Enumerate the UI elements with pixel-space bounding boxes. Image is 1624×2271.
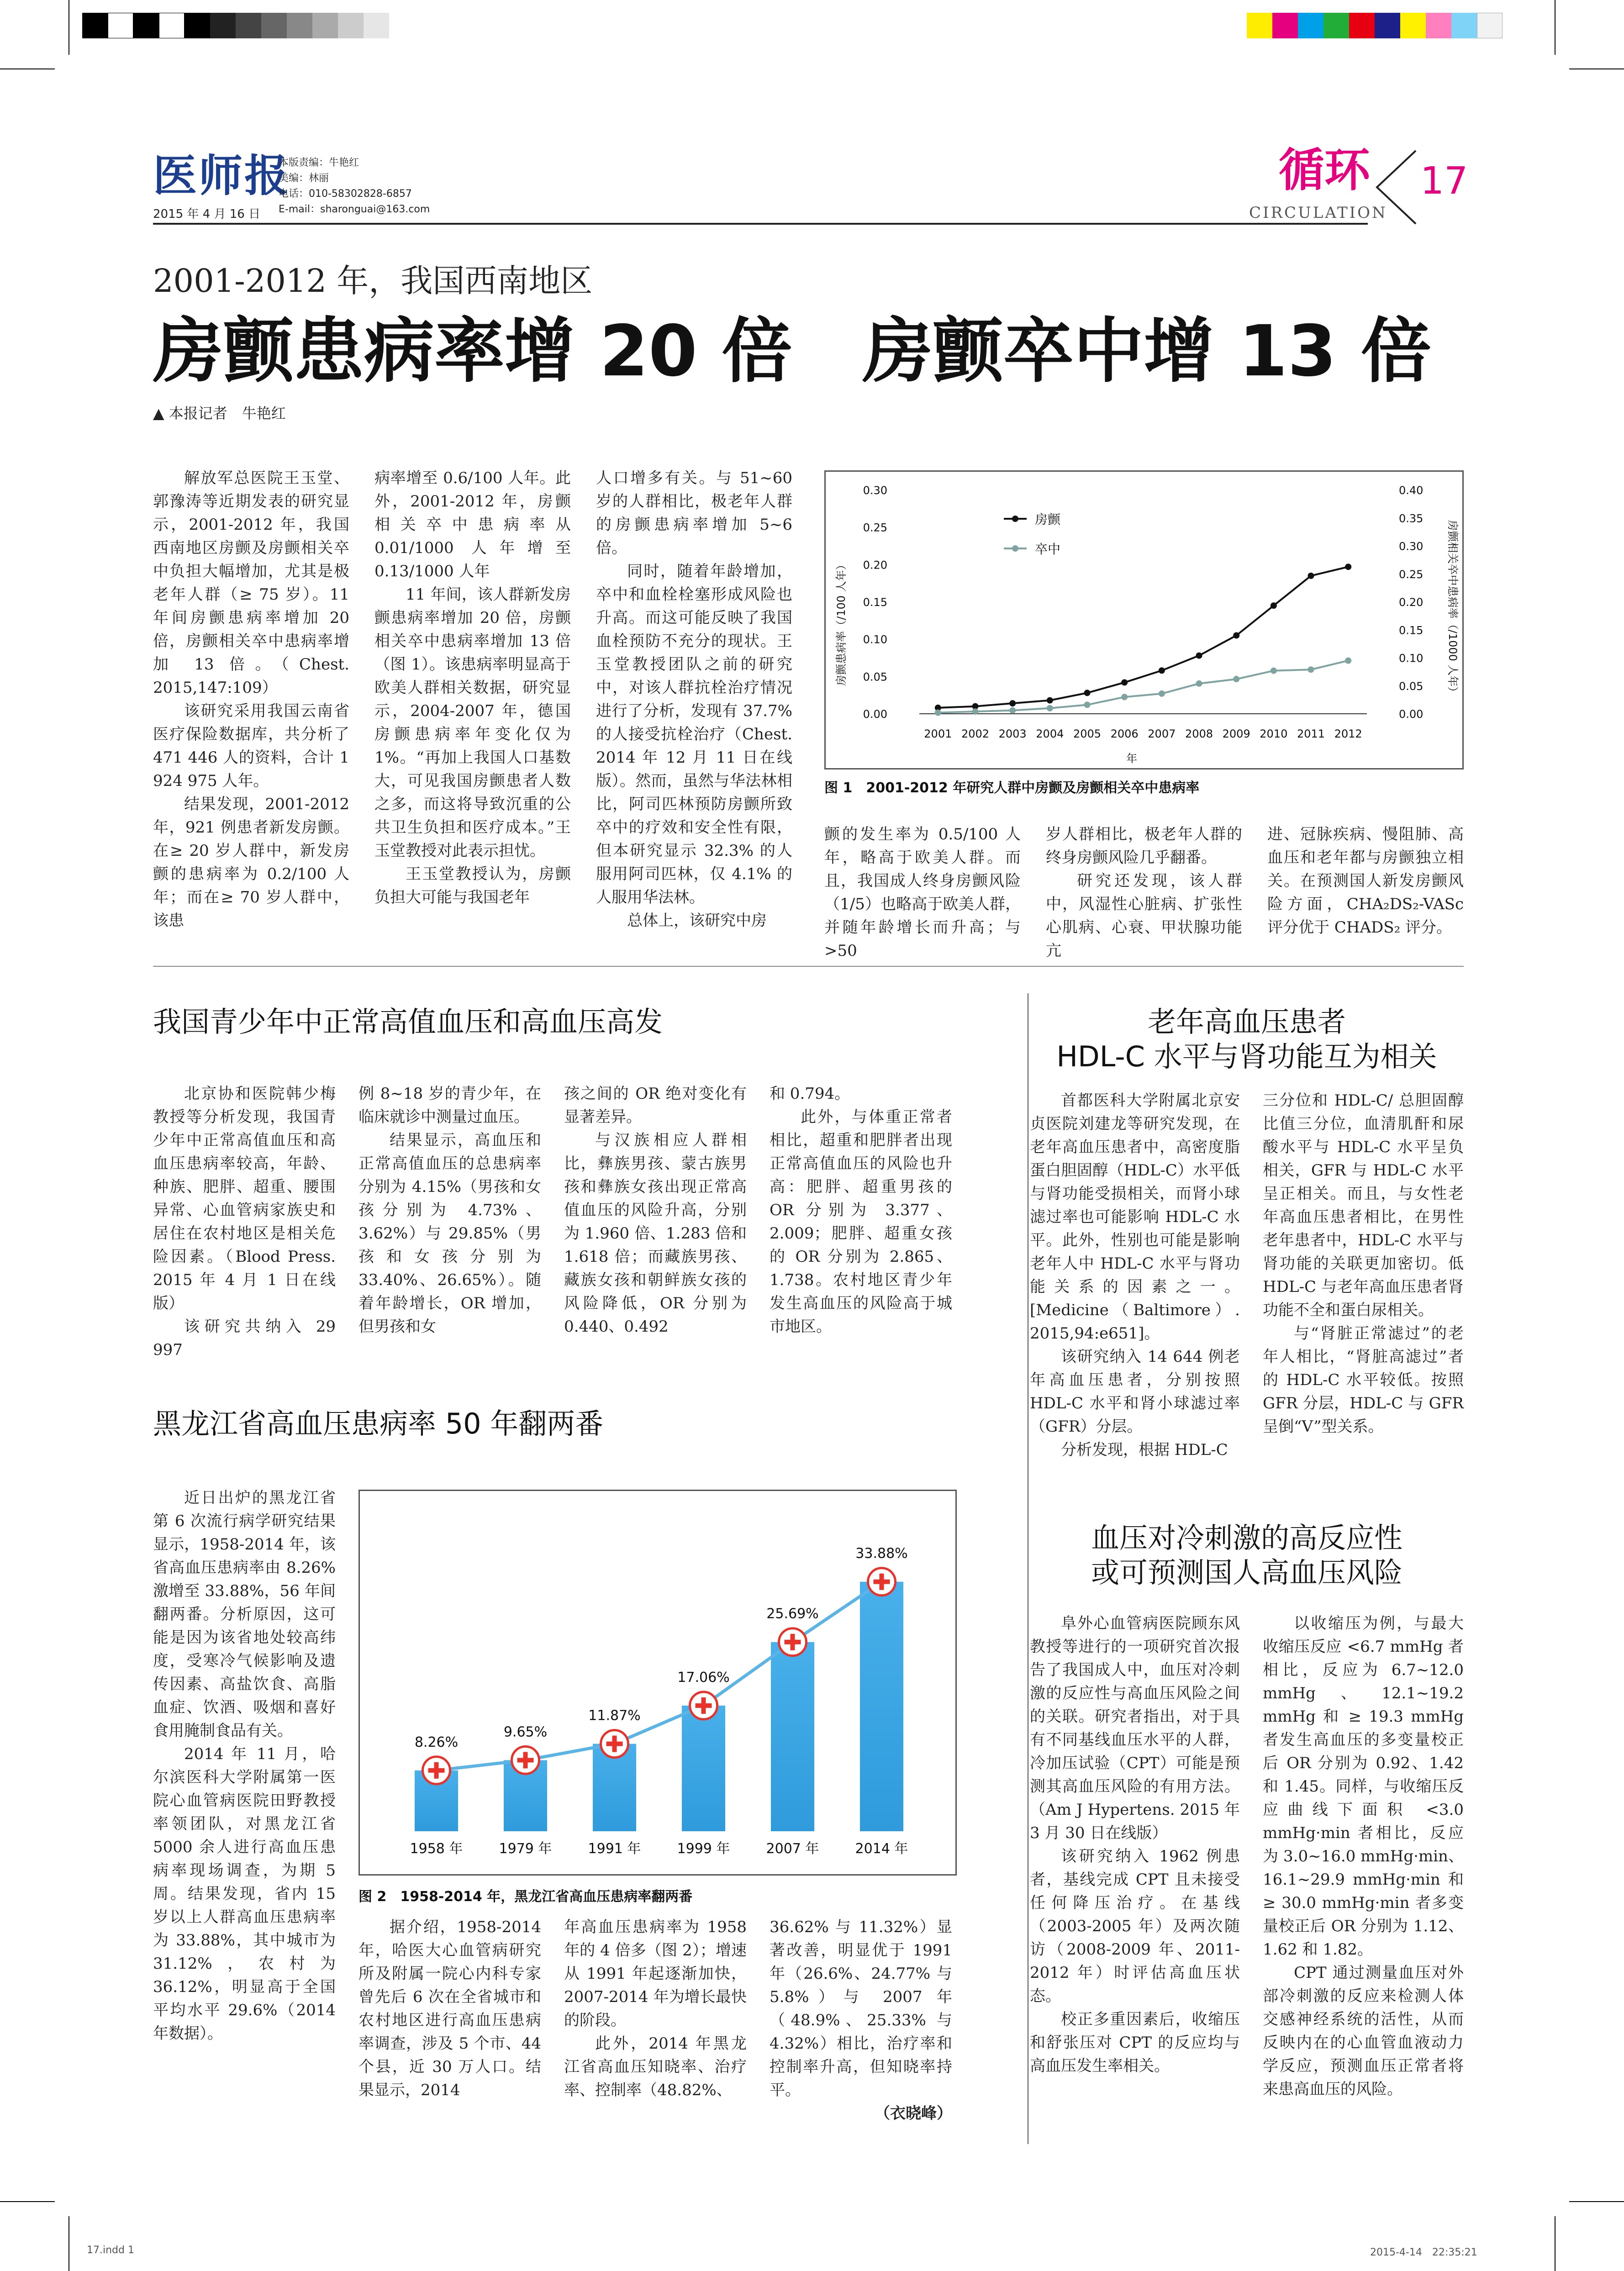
elderly-story-title bbox=[1030, 1005, 1464, 1074]
data-point bbox=[1271, 602, 1277, 609]
y-tick-left: 0.25 bbox=[863, 521, 887, 534]
paragraph: 同时，随着年龄增加，卒中和血栓栓塞形成风险也升高。而这可能反映了我国血栓预防不充分的现状。王玉堂教授团队之前的研究中，对该人群抗栓治疗情况进行了分析，发现有 37.7% 的人接受抗栓治疗（Chest. 2014 年 12 月 11 日在线版）。然而，虽然与华法林相比，阿司匹林预防房颤所致卒中的疗效和安全性有限，但本研究显示 32.3% 的人服用阿司匹林，仅 4.1% 的人服用华法林。 bbox=[596, 562, 792, 906]
y-tick-right: 0.00 bbox=[1399, 708, 1424, 721]
legend-label-stroke: 卒中 bbox=[1035, 542, 1061, 557]
paragraph: 病率增至 0.6/100 人年。此外，2001-2012 年，房颤相关卒中患病率从 0.01/1000 人年增至 0.13/1000 人年 bbox=[374, 469, 571, 580]
hlj-column-3 bbox=[564, 1916, 747, 2102]
y-tick-left: 0.15 bbox=[863, 596, 887, 609]
paragraph: 和 0.794。 bbox=[770, 1085, 850, 1103]
y-tick-right: 0.15 bbox=[1399, 624, 1424, 637]
bar bbox=[771, 1642, 814, 1831]
paragraph: 例 8~18 岁的青少年，在临床就诊中测量过血压。 bbox=[359, 1085, 541, 1126]
data-point bbox=[1345, 658, 1351, 664]
paragraph: 结果显示，高血压和正常高值血压的总患病率分别为 4.15%（男孩和女孩分别为 4.73%、3.62%）与 29.85%（男孩和女孩分别为 33.40%、26.65%）。随着年龄增长，OR 增加，但男孩和女 bbox=[359, 1131, 541, 1336]
chart-legend bbox=[1004, 512, 1061, 557]
x-tick: 2008 bbox=[1185, 727, 1213, 740]
data-point bbox=[1308, 573, 1314, 579]
footer-timestamp: 2015-4-14 22:35:21 bbox=[1370, 2247, 1477, 2258]
paragraph: 以收缩压为例，与最大收缩压反应 <6.7 mmHg 者相比，反应为 6.7~12.0 mmHg、12.1~19.2 mmHg 和 ≥ 19.3 mmHg 者发生高血压的多变量校正后 OR 分别为 0.92、1.42 和 1.45。同样，与收缩压反应曲线下面积 <3.0 mmHg·min 者相比，反应为 3.0~16.0 mmHg·min、16.1~29.9 mmHg·min 和 ≥ 30.0 mmHg·min 者多变量校正后 OR 分别为 1.12、1.62 和 1.82。 bbox=[1263, 1614, 1464, 1959]
elderly-title-line-2: HDL-C 水平与肾功能互为相关 bbox=[1056, 1040, 1437, 1073]
data-point bbox=[1121, 679, 1128, 685]
x-axis-label: 年 bbox=[1126, 752, 1137, 765]
lead-byline: ▲ 本报记者 牛艳红 bbox=[153, 405, 286, 422]
data-label: 33.88% bbox=[855, 1545, 908, 1562]
elderly-column-2 bbox=[1263, 1089, 1464, 1438]
hlj-column-2 bbox=[359, 1916, 541, 2102]
x-tick: 2003 bbox=[998, 727, 1027, 740]
x-tick: 2009 bbox=[1222, 727, 1250, 740]
data-point bbox=[1084, 701, 1091, 708]
y-tick-right: 0.05 bbox=[1399, 680, 1424, 693]
paragraph: 此外，与体重正常者相比，超重和肥胖者出现正常高值血压的风险也升高：肥胖、超重男孩的 OR 分别为 3.377、2.009；肥胖、超重女孩的 OR 分别为 2.865、1.738。农村地区青少年发生高血压的风险高于城市地区。 bbox=[770, 1108, 952, 1336]
marker-cross-v bbox=[612, 1736, 617, 1752]
data-point bbox=[1009, 707, 1016, 714]
data-point bbox=[1233, 632, 1239, 639]
paragraph: 颤的发生率为 0.5/100 人年，略高于欧美人群。而且，我国成人终身房颤风险（1/5）也略高于欧美人群，并随年龄增长而升高；与 >50 bbox=[824, 825, 1021, 960]
paragraph: 北京协和医院韩少梅教授等分析发现，我国青少年中正常高值血压和高血压患病率较高，年龄、种族、肥胖、超重、腰围异常、心血管病家族史和居住在农村地区是相关危险因素。（Blood Press. 2015 年 4 月 1 日在线版） bbox=[153, 1085, 336, 1312]
paragraph: 总体上，该研究中房 bbox=[627, 912, 767, 930]
cold-column-2 bbox=[1263, 1612, 1464, 2101]
phone-credit: 电话：010-58302828-6857 bbox=[279, 188, 412, 200]
paragraph: 此外，2014 年黑龙江省高血压知晓率、治疗率、控制率（48.82%、 bbox=[564, 2034, 747, 2099]
hlj-column-4 bbox=[770, 1916, 952, 2125]
x-tick: 2006 bbox=[1110, 727, 1139, 740]
paragraph: 据介绍，1958-2014 年，哈医大心血管病研究所及附属一院心内科专家曾先后 6 次在全省城市和农村地区进行高血压患病率调查，涉及 5 个市、44 个县，近 30 万人口。结果显示，2014 bbox=[359, 1918, 541, 2099]
paragraph: 岁人群相比，极老年人群的终身房颤风险几乎翻番。 bbox=[1046, 825, 1242, 867]
figure-2-chart bbox=[360, 1491, 955, 1874]
youth-column-4 bbox=[770, 1082, 952, 1338]
y-tick-left: 0.10 bbox=[863, 633, 887, 646]
data-point bbox=[972, 708, 979, 715]
masthead-date: 2015 年 4 月 16 日 bbox=[153, 207, 261, 221]
category-label: 1958 年 bbox=[410, 1841, 463, 1857]
paragraph: 与汉族相应人群相比，彝族男孩、蒙古族男孩和彝族女孩出现正常高值血压的风险升高，分别为 1.960 倍、1.283 倍和 1.618 倍；而藏族男孩、藏族女孩和朝鲜族女孩的风险降低，OR 分别为 0.440、0.492 bbox=[564, 1131, 747, 1336]
paragraph: 结果发现，2001-2012 年，921 例患者新发房颤。在≥ 20 岁人群中，新发房颤的患病率为 0.2/100 人年；而在≥ 70 岁人群中，该患 bbox=[153, 795, 349, 930]
paragraph: 进、冠脉疾病、慢阻肺、高血压和老年都与房颤独立相关。在预测国人新发房颤风险方面，CHA₂DS₂-VASc 评分优于 CHADS₂ 评分。 bbox=[1267, 825, 1464, 937]
data-label: 11.87% bbox=[588, 1707, 641, 1724]
hlj-column-1 bbox=[153, 1486, 336, 2045]
paragraph: 该研究纳入 1962 例患者，基线完成 CPT 且未接受任何降压治疗。在基线（2003-2005 年）及两次随访（2008-2009 年、2011-2012 年）时评估高血压状态。 bbox=[1030, 1847, 1240, 2005]
youth-column-1 bbox=[153, 1082, 336, 1362]
lead-column-2 bbox=[374, 467, 571, 909]
y-axis-label-right: 房颤相关卒中患病率（/1000 人年） bbox=[1446, 520, 1459, 698]
paragraph: 近日出炉的黑龙江省第 6 次流行病学研究结果显示，1958-2014 年，该省高血压患病率由 8.26% 激增至 33.88%，56 年间翻两番。分析原因，这可能是因为该省地处较高纬度，受寒冷气候影响及遗传因素、高盐饮食、高脂血症、饮酒、吸烟和喜好食用腌制食品有关。 bbox=[153, 1489, 336, 1740]
x-tick: 2011 bbox=[1297, 727, 1325, 740]
paragraph: CPT 通过测量血压对外部冷刺激的反应来检测人体交感神经系统的活性，从而反映内在的心血管血液动力学反应，预测血压正常者将来患高血压的风险。 bbox=[1263, 1964, 1464, 2098]
y-tick-right: 0.40 bbox=[1399, 484, 1424, 497]
data-point bbox=[1047, 705, 1053, 711]
data-label: 8.26% bbox=[414, 1734, 459, 1750]
editor-credit: 本版责编：牛艳红 bbox=[279, 157, 359, 169]
paragraph: 首都医科大学附属北京安贞医院刘建龙等研究发现，在老年高血压患者中，高密度脂蛋白胆固醇（HDL-C）水平低与肾功能受损相关，而肾小球滤过率也可能影响 HDL-C 水平。此外，性别也可能是影响老年人中 HDL-C 水平与肾功能关系的因素之一。[Medicine（Baltimore）. 2015,94:e651]。 bbox=[1030, 1091, 1240, 1343]
bar bbox=[682, 1706, 725, 1831]
paragraph: 该研究采用我国云南省医疗保险数据库，共分析了 471 446 人的资料，合计 1 924 975 人年。 bbox=[153, 702, 349, 790]
y-tick-left: 0.30 bbox=[863, 484, 887, 497]
elderly-column-1 bbox=[1030, 1089, 1240, 1462]
figure-1-chart bbox=[826, 472, 1462, 768]
category-label: 2014 年 bbox=[855, 1841, 908, 1857]
figure-1-frame bbox=[824, 470, 1464, 769]
paragraph: 2014 年 11 月，哈尔滨医科大学附属第一医院心血管病医院田野教授率领团队，对黑龙江省 5000 余人进行高血压患病率现场调查，为期 5 周。结果发现，省内 15 岁以上人群高血压患病率为 33.88%，其中城市为 31.12%，农村为 36.12%，明显高于全国平均水平 29.6%（2014 年数据）。 bbox=[153, 1745, 336, 2043]
y-tick-right: 0.20 bbox=[1399, 596, 1424, 609]
data-label: 9.65% bbox=[503, 1724, 548, 1740]
data-point bbox=[1308, 666, 1314, 673]
category-label: 1991 年 bbox=[588, 1841, 641, 1857]
paragraph: 研究还发现，该人群中，风湿性心脏病、扩张性心肌病、心衰、甲状腺功能亢 bbox=[1046, 872, 1242, 960]
paragraph: 孩之间的 OR 绝对变化有显著差异。 bbox=[564, 1085, 747, 1126]
paragraph: 校正多重因素后，收缩压和舒张压对 CPT 的反应均与高血压发生率相关。 bbox=[1030, 2010, 1240, 2075]
y-tick-right: 0.25 bbox=[1399, 568, 1424, 581]
marker-cross-v bbox=[523, 1752, 528, 1768]
lead-column-1 bbox=[153, 467, 349, 933]
data-point bbox=[1196, 680, 1202, 687]
paragraph: 年高血压患病率为 1958 年的 4 倍多（图 2）；增速从 1991 年起逐渐加快，2007-2014 年为增长最快的阶段。 bbox=[564, 1918, 747, 2029]
data-point bbox=[1084, 690, 1091, 696]
y-tick-left: 0.05 bbox=[863, 670, 887, 684]
legend-label-af: 房颤 bbox=[1035, 512, 1061, 527]
y-tick-left: 0.20 bbox=[863, 559, 887, 572]
y-tick-right: 0.30 bbox=[1399, 540, 1424, 553]
lead-column-4 bbox=[824, 823, 1021, 963]
paragraph: 王玉堂教授认为，房颤负担大可能与我国老年 bbox=[374, 865, 571, 906]
data-point bbox=[1009, 700, 1016, 706]
section-chevron bbox=[1370, 148, 1420, 226]
paragraph: 分析发现，根据 HDL-C bbox=[1061, 1441, 1228, 1459]
paragraph: 36.62% 与 11.32%）显著改善，明显优于 1991 年（26.6%、24.77% 与 5.8%）与 2007 年（48.9%、25.33% 与 4.32%）相比，治疗率和控制率升高，但知晓率持平。 bbox=[770, 1918, 952, 2099]
x-tick: 2005 bbox=[1073, 727, 1102, 740]
footer-file-name: 17.indd 1 bbox=[87, 2245, 134, 2256]
lead-column-3 bbox=[596, 467, 792, 933]
figure-2-frame bbox=[359, 1490, 957, 1876]
x-tick: 2001 bbox=[924, 727, 952, 740]
section-name: 循环 bbox=[1279, 143, 1370, 197]
paragraph: 人口增多有关。与 51~60 岁的人群相比，极老年人群的房颤患病率增加 5~6 倍。 bbox=[596, 469, 792, 557]
cold-title-line-2: 或可预测国人高血压风险 bbox=[1091, 1556, 1403, 1589]
cold-story-title bbox=[1030, 1521, 1464, 1590]
data-point bbox=[1271, 668, 1277, 674]
masthead-logo: 医师报 bbox=[153, 150, 290, 201]
lead-column-5 bbox=[1046, 823, 1242, 963]
y-tick-left: 0.00 bbox=[863, 708, 887, 721]
category-label: 2007 年 bbox=[766, 1841, 819, 1857]
y-tick-right: 0.35 bbox=[1399, 512, 1424, 525]
paragraph: 该研究纳入 14 644 例老年高血压患者，分别按照 HDL-C 水平和肾小球滤过率（GFR）分层。 bbox=[1030, 1348, 1240, 1436]
marker-cross-v bbox=[701, 1697, 706, 1714]
y-axis-label-left: 房颤患病率（/100 人年） bbox=[835, 559, 848, 686]
data-point bbox=[1159, 667, 1165, 674]
data-point bbox=[1345, 564, 1351, 570]
data-label: 25.69% bbox=[766, 1606, 819, 1622]
data-point bbox=[1047, 697, 1053, 704]
lead-headline: 房颤患病率增 20 倍 房颤卒中增 13 倍 bbox=[153, 311, 1432, 392]
cold-column-1 bbox=[1030, 1612, 1240, 2078]
data-label: 17.06% bbox=[677, 1669, 730, 1686]
paragraph: 三分位和 HDL-C/ 总胆固醇比值三分位，血清肌酐和尿酸水平与 HDL-C 水平呈负相关，GFR 与 HDL-C 水平呈正相关。而且，与女性老年高血压患者相比，在男性老年患者中，HDL-C 水平与肾功能的关联更加密切。低 HDL-C 与老年高血压患者肾功能不全和蛋白尿相关。 bbox=[1263, 1091, 1464, 1319]
data-point bbox=[1196, 653, 1202, 659]
y-tick-right: 0.10 bbox=[1399, 652, 1424, 665]
marker-cross-v bbox=[791, 1634, 795, 1650]
x-tick: 2007 bbox=[1148, 727, 1176, 740]
masthead-contacts bbox=[279, 155, 430, 217]
x-tick: 2012 bbox=[1334, 727, 1362, 740]
lead-bottom-rule bbox=[153, 966, 1464, 967]
paragraph: 与“肾脏正常滤过”的老年人相比，“肾脏高滤过”者的 HDL-C 水平较低。按照 GFR 分层，HDL-C 与 GFR 呈倒“V”型关系。 bbox=[1263, 1324, 1464, 1436]
masthead-rule bbox=[153, 223, 1368, 225]
paragraph: 该研究共纳入 29 997 bbox=[153, 1317, 336, 1359]
paragraph: 11 年间，该人群新发房颤患病率增加 20 倍，房颤相关卒中患病率增加 13 倍（图 1）。该患病率明显高于欧美人群相关数据，研究显示，2004-2007 年，德国房颤患病率年变化仅为 1%。“再加上我国人口基数大，可见我国房颤患者人数之多，而这将导致沉重的公共卫生负担和医疗成本。”王玉堂教授对此表示担忧。 bbox=[374, 585, 571, 860]
x-tick: 2002 bbox=[961, 727, 990, 740]
data-point bbox=[935, 710, 941, 716]
figure-1-caption: 图 1 2001-2012 年研究人群中房颤及房颤相关卒中患病率 bbox=[824, 780, 1200, 796]
marker-cross-v bbox=[434, 1762, 439, 1779]
section-name-en: CIRCULATION bbox=[1249, 204, 1387, 222]
series-line-af bbox=[938, 567, 1348, 708]
cold-title-line-1: 血压对冷刺激的高反应性 bbox=[1091, 1521, 1403, 1554]
youth-column-2 bbox=[359, 1082, 541, 1338]
lead-column-6 bbox=[1267, 823, 1464, 939]
youth-story-title: 我国青少年中正常高值血压和高血压高发 bbox=[153, 1005, 663, 1038]
page-number: 17 bbox=[1420, 159, 1468, 203]
data-point bbox=[1233, 676, 1239, 682]
hlj-author: （衣晓峰） bbox=[875, 2104, 952, 2123]
x-tick: 2004 bbox=[1036, 727, 1064, 740]
email-credit: E-mail：sharonguai@163.com bbox=[279, 204, 430, 215]
category-label: 1999 年 bbox=[677, 1841, 730, 1857]
figure-2-caption: 图 2 1958-2014 年，黑龙江省高血压患病率翻两番 bbox=[359, 1889, 693, 1905]
category-label: 1979 年 bbox=[499, 1841, 552, 1857]
bar bbox=[860, 1582, 903, 1831]
hlj-story-title: 黑龙江省高血压患病率 50 年翻两番 bbox=[153, 1407, 604, 1440]
data-point bbox=[1159, 690, 1165, 697]
youth-column-3 bbox=[564, 1082, 747, 1338]
elderly-title-line-1: 老年高血压患者 bbox=[1147, 1005, 1346, 1038]
designer-credit: 美编：林丽 bbox=[279, 173, 329, 184]
lead-kicker: 2001-2012 年，我国西南地区 bbox=[153, 262, 593, 300]
paragraph: 阜外心血管病医院顾东风教授等进行的一项研究首次报告了我国成人中，血压对冷刺激的反应性与高血压风险之间的关联。研究者指出，对于具有不同基线血压水平的人群，冷加压试验（CPT）可能是预测其高血压风险的有用方法。（Am J Hypertens. 2015 年 3 月 30 日在线版） bbox=[1030, 1614, 1240, 1842]
paragraph: 解放军总医院王玉堂、郭豫涛等近期发表的研究显示，2001-2012 年，我国西南地区房颤及房颤相关卒中负担大幅增加，尤其是极老年人群（≥ 75 岁）。11 年间房颤患病率增加 20 倍，房颤相关卒中患病率增加 13 倍。（Chest. 2015,147:109） bbox=[153, 469, 349, 697]
x-tick: 2010 bbox=[1260, 727, 1288, 740]
data-point bbox=[1121, 694, 1128, 700]
marker-cross-v bbox=[880, 1574, 884, 1590]
